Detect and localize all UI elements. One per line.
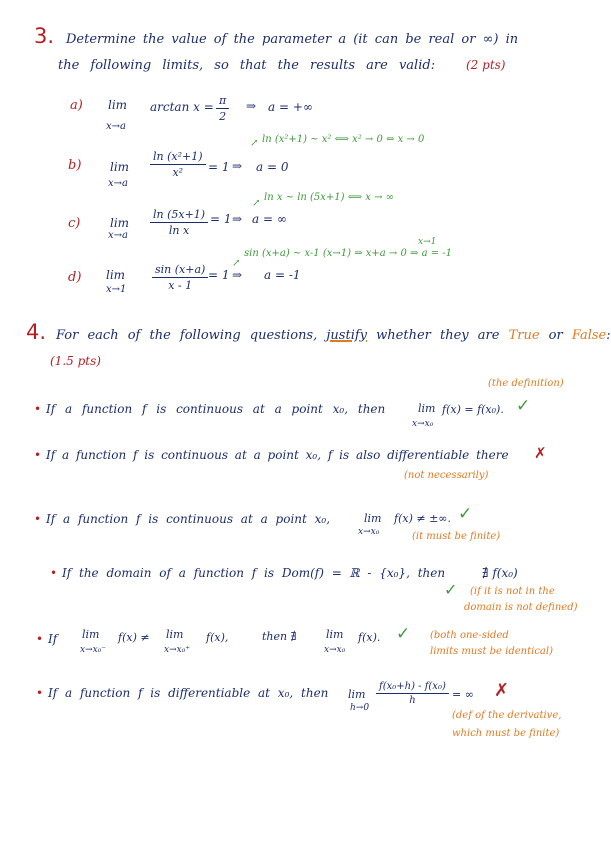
q4-item4-comment-line2: domain is not defined): [464, 602, 578, 613]
q4-item1-statement: If a function f is continuous at a point x₀, then: [46, 402, 386, 416]
q4-item3-lim: lim: [364, 512, 382, 525]
q4-item2-statement: If a function f is continuous at a point x₀, f is also differentiable there: [46, 448, 509, 462]
q3c-implies-arrow: ⇒: [232, 212, 243, 226]
q3a-label: a): [70, 98, 83, 113]
q4-item5-lim-right-sub: x→x₀⁺: [164, 645, 191, 655]
q4-item5-comment-line1: (both one-sided: [430, 630, 509, 641]
q4-item6-fraction: [376, 681, 449, 706]
q4-item3-statement: If a function f is continuous at a point x₀,: [46, 512, 331, 526]
q4-item5-lim-right: lim: [166, 628, 184, 641]
q3a-expression: arctan x =: [150, 100, 214, 114]
q4-justify-word: justify: [326, 328, 368, 343]
q4-prompt-start: For each of the following questions,: [56, 328, 318, 343]
q4-item1-bullet: •: [34, 402, 42, 416]
q3d-equals: = 1: [208, 268, 230, 282]
q4-prompt: [56, 328, 611, 343]
q3b-label: b): [68, 158, 82, 173]
q4-item6-statement: If a function f is differentiable at x₀, then: [48, 686, 329, 700]
q4-item3-check-mark: ✓: [458, 504, 473, 524]
q3d-frac-denominator: x - 1: [168, 279, 193, 292]
q3b-lim-sub: x→a: [108, 178, 128, 189]
q3d-label: d): [68, 270, 82, 285]
q4-item2-bullet: •: [34, 448, 42, 462]
q3c-label: c): [68, 216, 81, 231]
q3d-fraction: [152, 263, 208, 292]
q3a-fraction: [216, 94, 229, 123]
q3-prompt-line1: Determine the value of the parameter a (it can be real or ∞) in: [66, 32, 519, 47]
q3d-implies-arrow: ⇒: [232, 268, 243, 282]
q3a-answer: a = +∞: [268, 100, 313, 114]
q3c-answer: a = ∞: [252, 212, 287, 226]
q4-item6-cross-mark: ✗: [494, 680, 510, 701]
q3d-lim: lim: [106, 268, 126, 282]
q3a-frac-numerator: π: [216, 94, 229, 109]
q4-item2-cross-mark: ✗: [534, 444, 547, 462]
q3a-frac-denominator: 2: [219, 110, 227, 123]
q4-item5-lim-left-sub: x→x₀⁻: [80, 645, 107, 655]
q3d-equivalence-note: sin (x+a) ~ x-1 (x→1) ⇒ x+a → 0 ⇒ a = -1: [244, 248, 453, 259]
q3c-equals: = 1: [210, 212, 232, 226]
q4-item6-lim-sub: h→0: [350, 703, 370, 713]
q3b-answer: a = 0: [256, 160, 289, 174]
q3a-lim-sub: x→a: [106, 121, 126, 132]
q3b-frac-numerator: ln (x²+1): [150, 150, 206, 165]
q4-prompt-mid: whether they are: [376, 328, 500, 343]
q4-item1-lim-expression: f(x) = f(x₀).: [442, 403, 504, 416]
q4-item2-comment: (not necessarily): [404, 470, 489, 481]
q3b-frac-denominator: x²: [172, 166, 184, 179]
q4-true-word: True: [508, 328, 540, 343]
q4-item5-check-mark: ✓: [396, 624, 411, 644]
q4-item3-comment: (it must be finite): [412, 531, 501, 542]
q4-item6-equals: = ∞: [452, 688, 474, 701]
q4-item4-bullet: •: [50, 566, 58, 580]
q3c-fraction: [150, 208, 208, 237]
q4-item5-right-expression: f(x),: [206, 631, 229, 644]
q3d-frac-numerator: sin (x+a): [152, 263, 208, 278]
q4-item5-if: If: [48, 632, 58, 646]
q3b-equivalence-note: ln (x²+1) ~ x² ⟺ x² → 0 ⇔ x → 0: [262, 134, 425, 145]
q3d-note-superscript: x→1: [418, 237, 437, 247]
q3c-note-arrow: ↗: [252, 198, 261, 209]
q3-number: 3.: [34, 24, 55, 48]
q4-false-word: False: [571, 328, 607, 343]
q4-points: (1.5 pts): [50, 354, 101, 368]
q3c-equivalence-note: ln x ~ ln (5x+1) ⟺ x → ∞: [264, 192, 394, 203]
q4-colon: :: [606, 328, 611, 343]
q4-item5-lim-left: lim: [82, 628, 100, 641]
q4-item5-then: then ∄: [262, 630, 297, 643]
q4-item5-lim-both: lim: [326, 628, 344, 641]
q4-item5-comment-line2: limits must be identical): [430, 646, 553, 657]
q3c-frac-numerator: ln (5x+1): [150, 208, 208, 223]
q4-item4-expression: ∄ f(x₀): [482, 566, 518, 580]
q4-item3-bullet: •: [34, 512, 42, 526]
q3a-implies-arrow: ⇒: [246, 99, 257, 113]
q3b-implies-arrow: ⇒: [232, 159, 243, 173]
q4-or-word: or: [548, 328, 563, 343]
q4-item6-lim: lim: [348, 688, 366, 701]
q4-number: 4.: [26, 320, 47, 344]
q3b-equals: = 1: [208, 160, 230, 174]
q3b-fraction: [150, 150, 206, 179]
q4-item5-both-expression: f(x).: [358, 631, 381, 644]
q4-item6-comment-line1: (def of the derivative,: [452, 710, 562, 721]
q4-item6-frac-numerator: f(x₀+h) - f(x₀): [376, 681, 449, 694]
q4-item6-bullet: •: [36, 686, 44, 700]
q3c-lim: lim: [110, 216, 130, 230]
q3a-lim: lim: [108, 98, 128, 112]
q4-item3-lim-expression: f(x) ≠ ±∞.: [394, 512, 451, 525]
q4-item3-lim-sub: x→x₀: [358, 527, 380, 537]
q3b-lim: lim: [110, 160, 130, 174]
q3c-frac-denominator: ln x: [168, 224, 190, 237]
q4-item1-comment: (the definition): [488, 378, 564, 389]
q4-item1-lim-sub: x→x₀: [412, 419, 434, 429]
q4-item5-lim-both-sub: x→x₀: [324, 645, 346, 655]
q4-item1-check-mark: ✓: [516, 396, 531, 416]
q3b-note-arrow: ↗: [250, 138, 259, 149]
q4-item5-bullet: •: [36, 632, 44, 646]
q3c-lim-sub: x→a: [108, 230, 128, 241]
q3d-answer: a = -1: [264, 268, 301, 282]
q4-item6-frac-denominator: h: [409, 695, 416, 706]
q4-item6-comment-line2: which must be finite): [452, 728, 560, 739]
q3d-note-arrow: ↗: [232, 258, 241, 269]
q4-item1-lim: lim: [418, 402, 436, 415]
q3-prompt-line2: the following limits, so that the results are valid:: [58, 58, 436, 73]
q4-item4-check-mark: ✓: [444, 580, 458, 599]
q3d-lim-sub: x→1: [106, 284, 127, 295]
q4-item4-statement: If the domain of a function f is Dom(f) = ℝ - {x₀}, then: [62, 566, 446, 580]
q4-item5-left-expression: f(x) ≠: [118, 631, 150, 644]
q3-points: (2 pts): [466, 58, 506, 72]
q4-item4-comment-line1: (if it is not in the: [470, 586, 555, 597]
